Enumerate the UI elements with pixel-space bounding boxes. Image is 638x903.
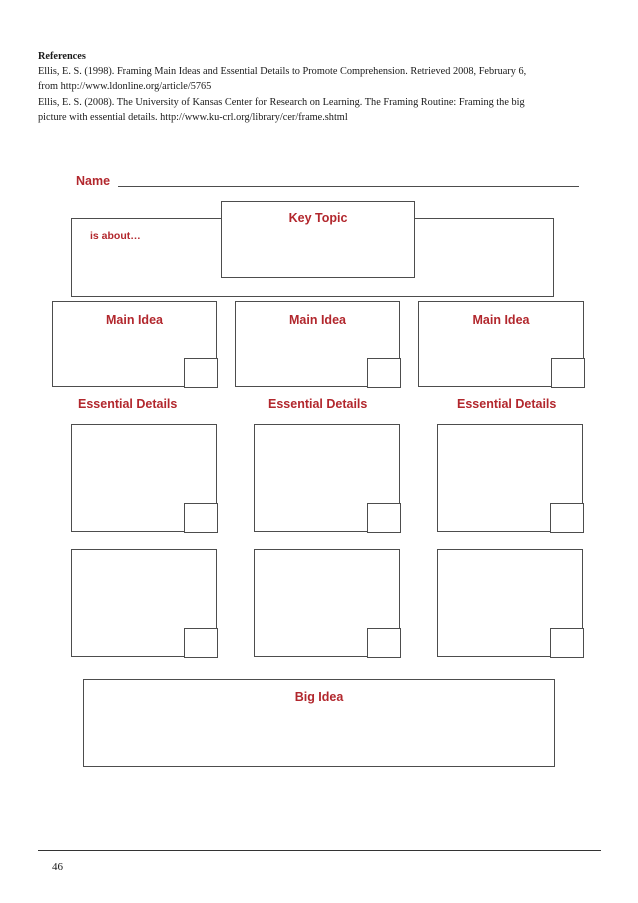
main-idea-box-2[interactable] xyxy=(235,301,400,387)
references-section xyxy=(38,49,608,125)
page-number: 46 xyxy=(52,861,63,873)
reference-line: Ellis, E. S. (1998). Framing Main Ideas and Essential Details to Promote Comprehension. Retrieved 2008, February 6, xyxy=(38,66,527,78)
essential-detail-box[interactable] xyxy=(254,549,400,657)
corner-box xyxy=(550,503,584,533)
references-heading: References xyxy=(38,51,86,62)
main-idea-box-3[interactable] xyxy=(418,301,584,387)
key-topic-label: Key Topic xyxy=(288,211,348,225)
essential-details-label: Essential Details xyxy=(78,397,178,411)
corner-box xyxy=(367,358,401,388)
name-line[interactable] xyxy=(118,186,579,187)
corner-box xyxy=(550,628,584,658)
is-about-label: is about… xyxy=(90,230,141,242)
essential-detail-box[interactable] xyxy=(254,424,400,532)
corner-box xyxy=(367,503,401,533)
reference-line: from http://www.ldonline.org/article/5765 xyxy=(38,81,212,93)
big-idea-box[interactable] xyxy=(83,679,555,767)
reference-line: picture with essential details. http://www.ku-crl.org/library/cer/frame.shtml xyxy=(38,111,348,123)
main-idea-label: Main Idea xyxy=(472,313,530,327)
key-topic-box[interactable] xyxy=(221,201,415,278)
corner-box xyxy=(184,358,218,388)
main-idea-box-1[interactable] xyxy=(52,301,217,387)
main-idea-label: Main Idea xyxy=(289,313,346,327)
footer-rule xyxy=(38,850,601,851)
corner-box xyxy=(367,628,401,658)
big-idea-label: Big Idea xyxy=(294,690,344,704)
corner-box xyxy=(551,358,585,388)
name-label: Name xyxy=(76,174,111,188)
corner-box xyxy=(184,503,218,533)
essential-detail-box[interactable] xyxy=(71,549,217,657)
essential-detail-box[interactable] xyxy=(71,424,217,532)
reference-line: Ellis, E. S. (2008). The University of Kansas Center for Research on Learning. The Framing Routine: Framing the big xyxy=(38,96,525,108)
main-idea-label: Main Idea xyxy=(106,313,163,327)
essential-details-label: Essential Details xyxy=(268,397,368,411)
corner-box xyxy=(184,628,218,658)
essential-details-label: Essential Details xyxy=(457,397,557,411)
essential-detail-box[interactable] xyxy=(437,549,583,657)
essential-detail-box[interactable] xyxy=(437,424,583,532)
